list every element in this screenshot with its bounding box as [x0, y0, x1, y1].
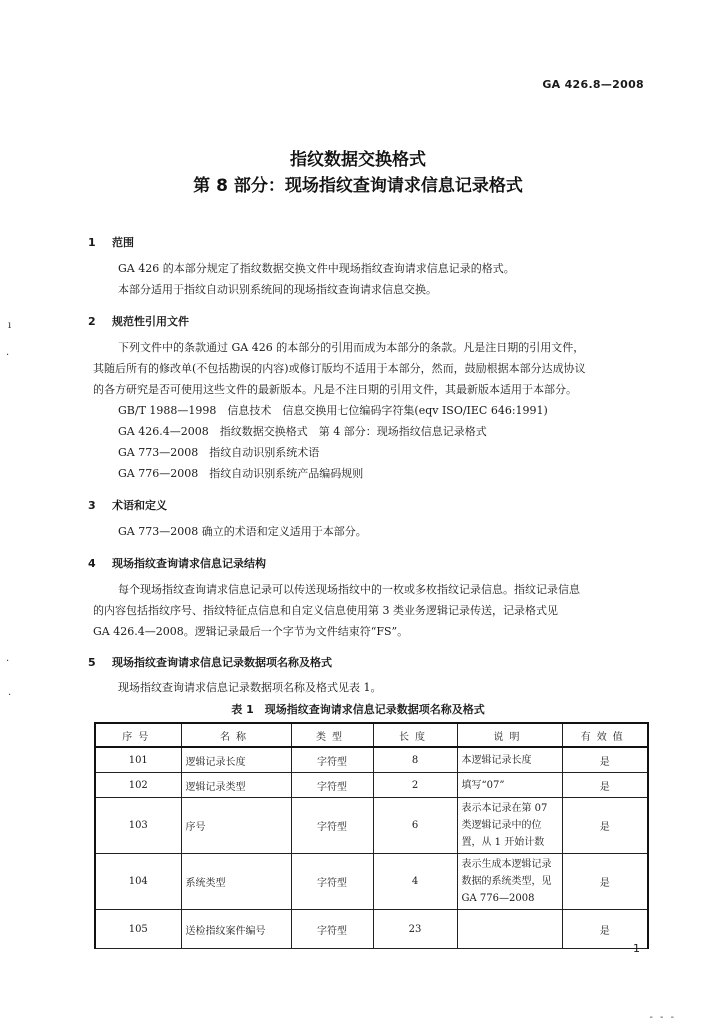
- document-title: 指纹数据交换格式: [290, 150, 426, 170]
- section-number: 4: [88, 557, 96, 570]
- cell-description: 表示生成本逻辑记录数据的系统类型，见 GA 776—2008: [457, 854, 562, 910]
- column-header: 有效值: [562, 723, 648, 747]
- cell-no: 104: [95, 854, 181, 910]
- column-header: 长度: [373, 723, 457, 747]
- section-2-heading: [88, 313, 189, 329]
- column-header: 类型: [291, 723, 373, 747]
- cell-length: 6: [373, 798, 457, 854]
- scan-speck: ı: [8, 320, 12, 331]
- table-row: [95, 747, 648, 773]
- scan-speck: ·: [6, 350, 10, 361]
- section-number: 3: [88, 499, 96, 512]
- cell-description: 填写“07”: [457, 773, 562, 798]
- cell-no: 102: [95, 773, 181, 798]
- cell-description: [457, 910, 562, 949]
- cell-length: 2: [373, 773, 457, 798]
- cell-valid: 是: [562, 747, 648, 773]
- cell-length: 4: [373, 854, 457, 910]
- cell-type: 字符型: [291, 747, 373, 773]
- paragraph: 其随后所有的修改单(不包括勘误的内容)或修订版均不适用于本部分，然而，鼓励根据本部分达成协议: [93, 362, 586, 375]
- table-row: [95, 773, 648, 798]
- paragraph: 现场指纹查询请求信息记录数据项名称及格式见表 1。: [118, 681, 382, 694]
- cell-length: 23: [373, 910, 457, 949]
- cell-name: 逻辑记录长度: [181, 747, 291, 773]
- reference-item: GA 426.4—2008 指纹数据交换格式 第 4 部分：现场指纹信息记录格式: [118, 425, 487, 438]
- cell-valid: 是: [562, 910, 648, 949]
- column-header: 名称: [181, 723, 291, 747]
- table-header-row: [95, 723, 648, 747]
- scan-speck: ·: [6, 656, 10, 667]
- table-row: [95, 854, 648, 910]
- table-caption: 表 1 现场指纹查询请求信息记录数据项名称及格式: [231, 703, 485, 716]
- cell-no: 105: [95, 910, 181, 949]
- paragraph: 下列文件中的条款通过 GA 426 的本部分的引用而成为本部分的条款。凡是注日期的引用文件，: [118, 341, 585, 354]
- paragraph: 的各方研究是否可使用这些文件的最新版本。凡是不注日期的引用文件，其最新版本适用于本部分。: [93, 383, 577, 396]
- scan-speck: ·: [8, 690, 12, 701]
- cell-name: 逻辑记录类型: [181, 773, 291, 798]
- section-5-heading: [88, 654, 332, 670]
- standard-code: GA 426.8—2008: [542, 78, 644, 91]
- cell-type: 字符型: [291, 798, 373, 854]
- cell-length: 8: [373, 747, 457, 773]
- table-row: [95, 910, 648, 949]
- cell-type: 字符型: [291, 910, 373, 949]
- cell-name: 系统类型: [181, 854, 291, 910]
- reference-item: GB/T 1988—1998 信息技术 信息交换用七位编码字符集(eqv ISO/IEC 646:1991): [118, 404, 548, 417]
- cell-name: 送检指纹案件编号: [181, 910, 291, 949]
- section-title: 术语和定义: [112, 499, 167, 512]
- section-number: 1: [88, 236, 96, 249]
- document-subtitle: 第 8 部分：现场指纹查询请求信息记录格式: [193, 176, 523, 196]
- section-title: 现场指纹查询请求信息记录结构: [112, 557, 266, 570]
- cell-type: 字符型: [291, 773, 373, 798]
- section-3-heading: [88, 497, 167, 513]
- column-header: 说明: [457, 723, 562, 747]
- paragraph: 每个现场指纹查询请求信息记录可以传送现场指纹中的一枚或多枚指纹记录信息。指纹记录信息: [118, 583, 580, 596]
- section-4-heading: [88, 555, 266, 571]
- cell-description: 表示本记录在第 07 类逻辑记录中的位置，从 1 开始计数: [457, 798, 562, 854]
- cell-no: 101: [95, 747, 181, 773]
- reference-item: GA 773—2008 指纹自动识别系统术语: [118, 446, 320, 459]
- section-title: 规范性引用文件: [112, 315, 189, 328]
- cell-valid: 是: [562, 798, 648, 854]
- page-number: 1: [633, 942, 640, 955]
- reference-item: GA 776—2008 指纹自动识别系统产品编码规则: [118, 467, 364, 480]
- cell-valid: 是: [562, 854, 648, 910]
- cell-name: 序号: [181, 798, 291, 854]
- cell-type: 字符型: [291, 854, 373, 910]
- table-row: [95, 798, 648, 854]
- paragraph: GA 426 的本部分规定了指纹数据交换文件中现场指纹查询请求信息记录的格式。: [118, 262, 515, 275]
- cell-valid: 是: [562, 773, 648, 798]
- data-table: [94, 722, 649, 949]
- cell-no: 103: [95, 798, 181, 854]
- paragraph: GA 773—2008 确立的术语和定义适用于本部分。: [118, 525, 367, 538]
- section-title: 范围: [112, 236, 134, 249]
- section-title: 现场指纹查询请求信息记录数据项名称及格式: [112, 656, 332, 669]
- scan-dash: - - -: [649, 1012, 676, 1023]
- paragraph: GA 426.4—2008。逻辑记录最后一个字节为文件结束符“FS”。: [93, 625, 409, 638]
- section-1-heading: [88, 234, 134, 250]
- cell-description: 本逻辑记录长度: [457, 747, 562, 773]
- section-number: 5: [88, 656, 96, 669]
- section-number: 2: [88, 315, 96, 328]
- column-header: 序号: [95, 723, 181, 747]
- paragraph: 的内容包括指纹序号、指纹特征点信息和自定义信息使用第 3 类业务逻辑记录传送，记录格式见: [93, 604, 558, 617]
- paragraph: 本部分适用于指纹自动识别系统间的现场指纹查询请求信息交换。: [118, 283, 437, 296]
